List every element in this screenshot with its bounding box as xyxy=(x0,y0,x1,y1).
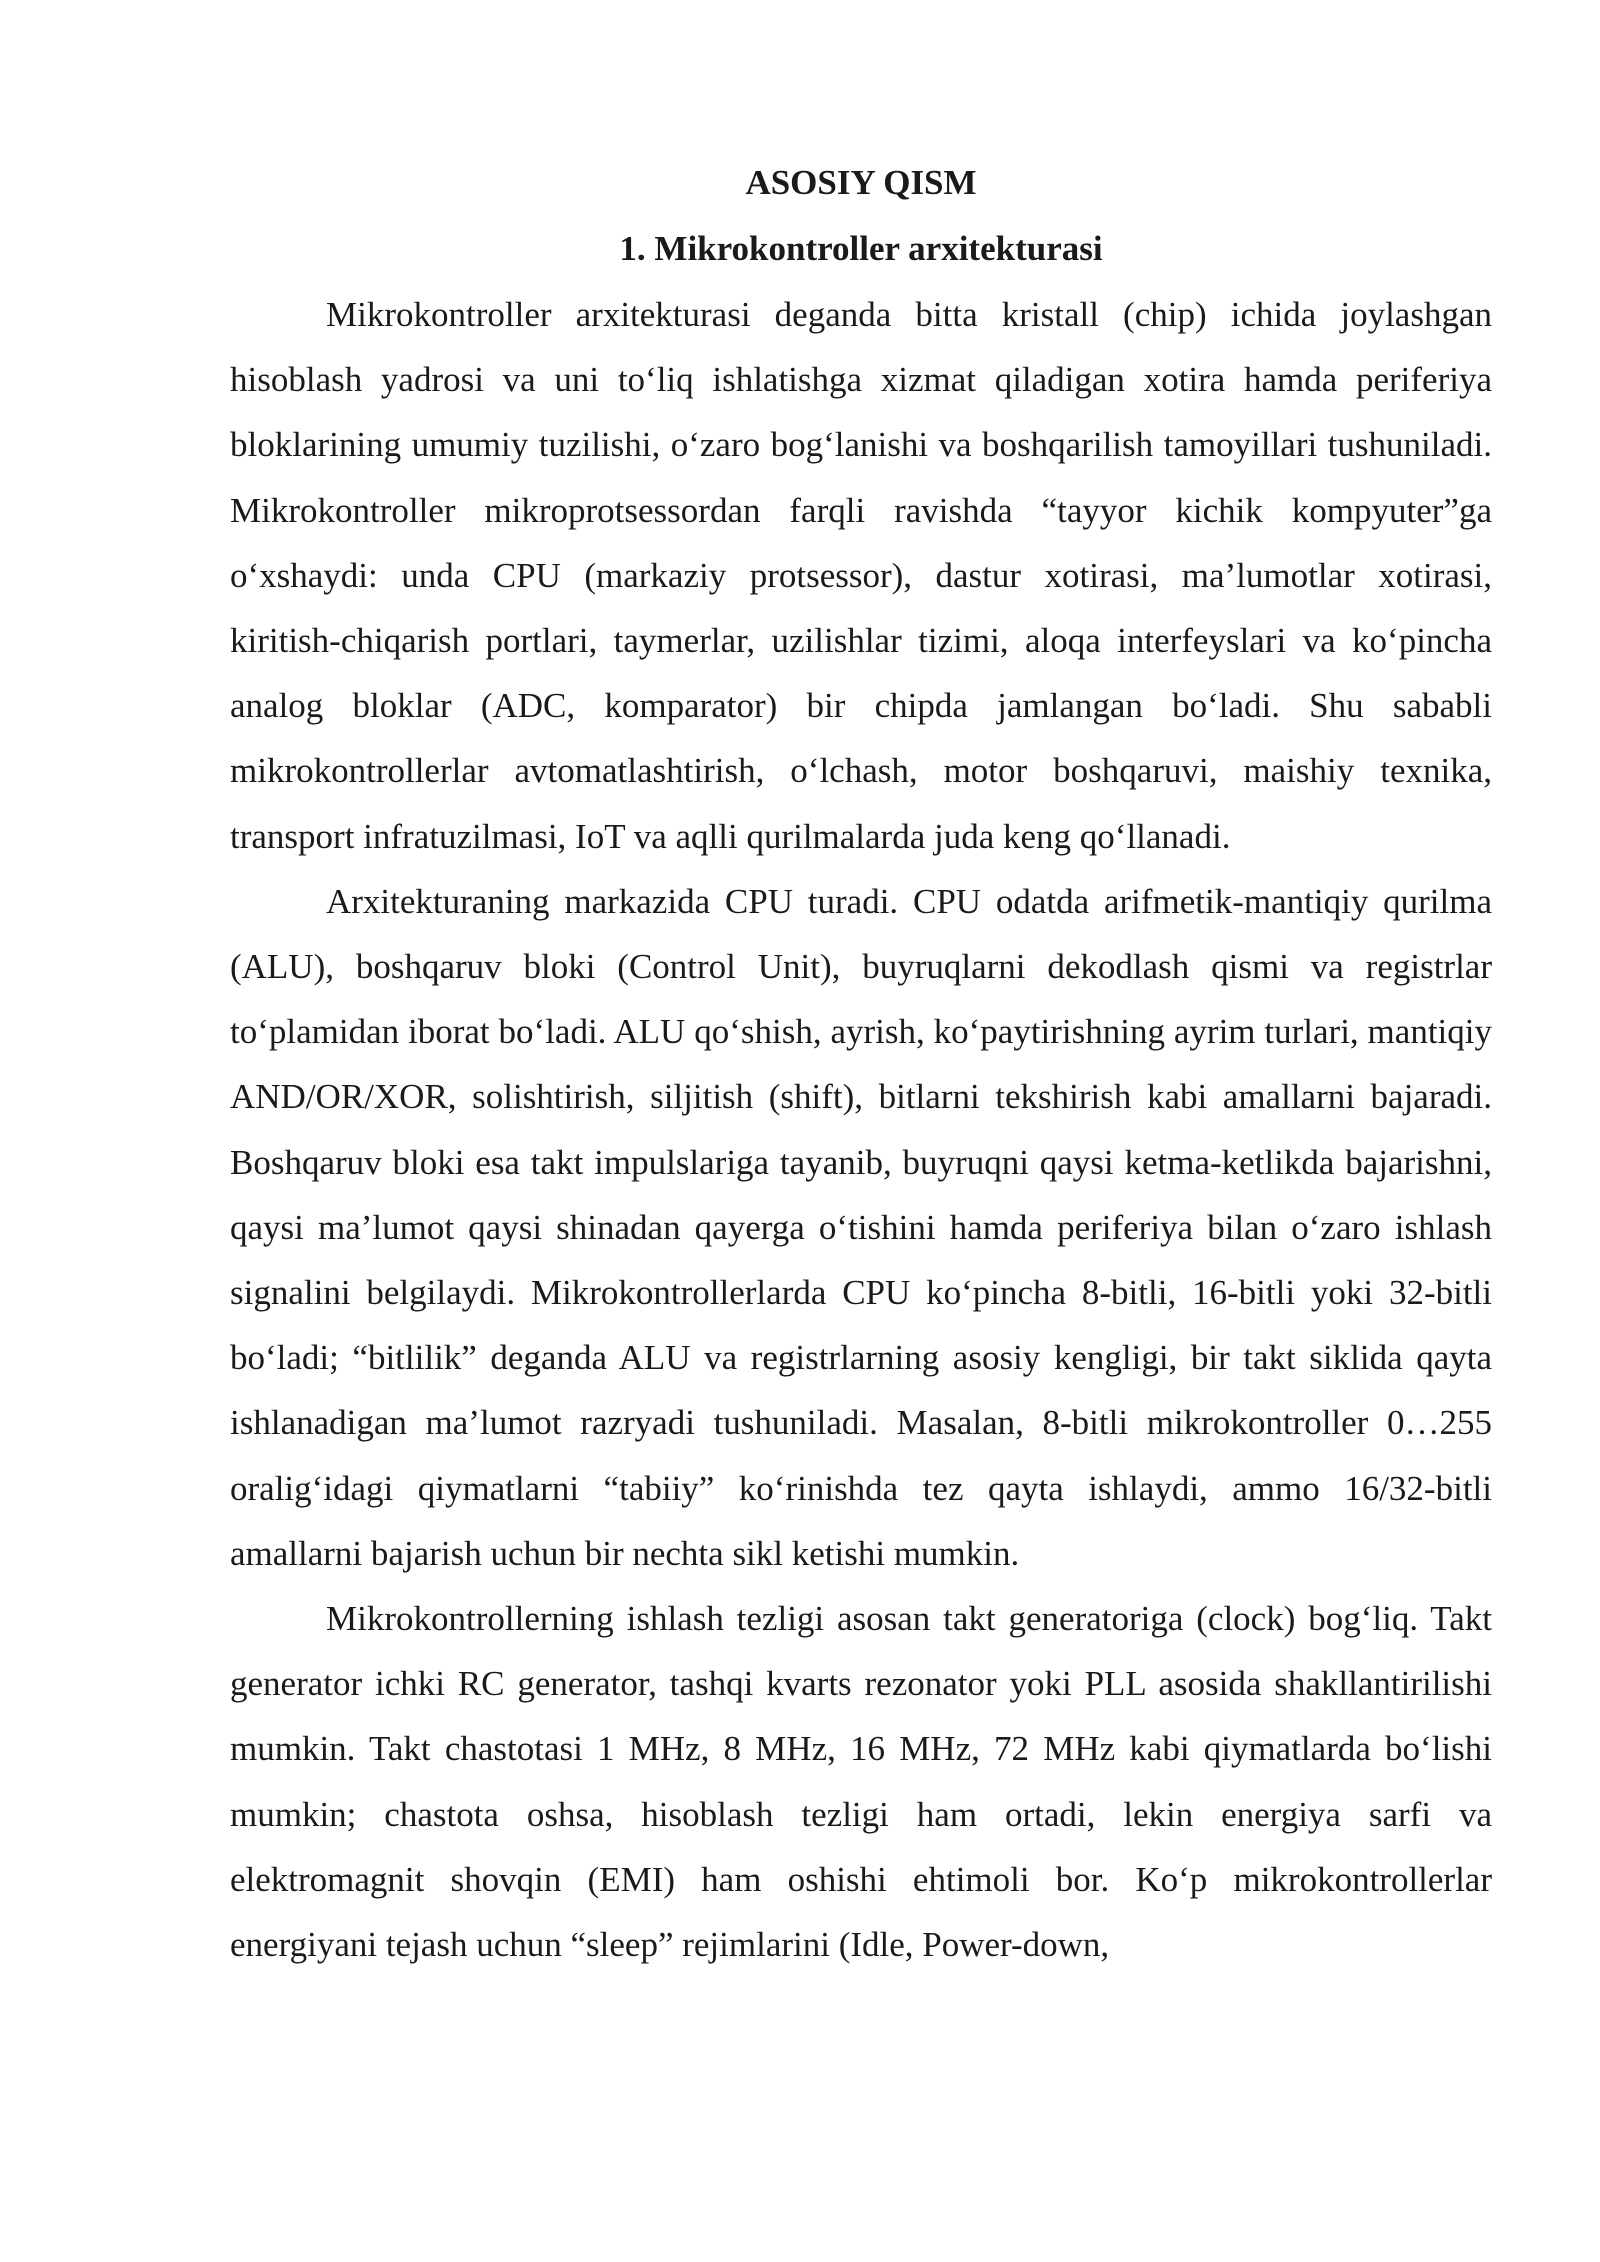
paragraph-clock-speed: Mikrokontrollerning ishlash tezligi asosan takt generatoriga (clock) bog‘liq. Takt generator ichki RC generator, tashqi kvarts rezonator yoki PLL asosida shakllantirilishi mumkin. Takt chastotasi 1 MHz, 8 MHz, 16 MHz, 72 MHz kabi qiymatlarda bo‘lishi mumkin; chastota oshsa, hisoblash tezligi ham ortadi, lekin energiya sarfi va elektromagnit shovqin (EMI) ham oshishi ehtimoli bor. Ko‘p mikrokontrollerlar energiyani tejash uchun “sleep” rejimlarini (Idle, Power-down, xyxy=(230,1599,1492,1965)
document-page xyxy=(230,150,1492,1977)
paragraph-architecture-definition: Mikrokontroller arxitekturasi deganda bitta kristall (chip) ichida joylashgan hisoblash yadrosi va uni to‘liq ishlatishga xizmat qiladigan xotira hamda periferiya bloklarining umumiy tuzilishi, o‘zaro bog‘lanishi va boshqarilish tamoyillari tushuniladi. Mikrokontroller mikroprotsessordan farqli ravishda “tayyor kichik kompyuter”ga o‘xshaydi: unda CPU (markaziy protsessor), dastur xotirasi, ma’lumotlar xotirasi, kiritish-chiqarish portlari, taymerlar, uzilishlar tizimi, aloqa interfeyslari va ko‘pincha analog bloklar (ADC, komparator) bir chipda jamlangan bo‘ladi. Shu sababli mikrokontrollerlar avtomatlashtirish, o‘lchash, motor boshqaruvi, maishiy texnika, transport infratuzilmasi, IoT va aqlli qurilmalarda juda keng qo‘llanadi. xyxy=(230,295,1492,856)
paragraph-cpu-structure: Arxitekturaning markazida CPU turadi. CPU odatda arifmetik-mantiqiy qurilma (ALU), boshqaruv bloki (Control Unit), buyruqlarni dekodlash qismi va registrlar to‘plamidan iborat bo‘ladi. ALU qo‘shish, ayrish, ko‘paytirishning ayrim turlari, mantiqiy AND/OR/XOR, solishtirish, siljitish (shift), bitlarni tekshirish kabi amallarni bajaradi. Boshqaruv bloki esa takt impulslariga tayanib, buyruqni qaysi ketma-ketlikda bajarishni, qaysi ma’lumot qaysi shinadan qayerga o‘tishini hamda periferiya bilan o‘zaro ishlash signalini belgilaydi. Mikrokontrollerlarda CPU ko‘pincha 8-bitli, 16-bitli yoki 32-bitli bo‘ladi; “bitlilik” deganda ALU va registrlarning asosiy kengligi, bir takt siklida qayta ishlanadigan ma’lumot razryadi tushuniladi. Masalan, 8-bitli mikrokontroller 0…255 oralig‘idagi qiymatlarni “tabiiy” ko‘rinishda tez qayta ishlaydi, ammo 16/32-bitli amallarni bajarish uchun bir nechta sikl ketishi mumkin. xyxy=(230,881,1492,1573)
section-title: ASOSIY QISM xyxy=(745,163,977,202)
subsection-title: 1. Mikrokontroller arxitekturasi xyxy=(619,229,1103,268)
